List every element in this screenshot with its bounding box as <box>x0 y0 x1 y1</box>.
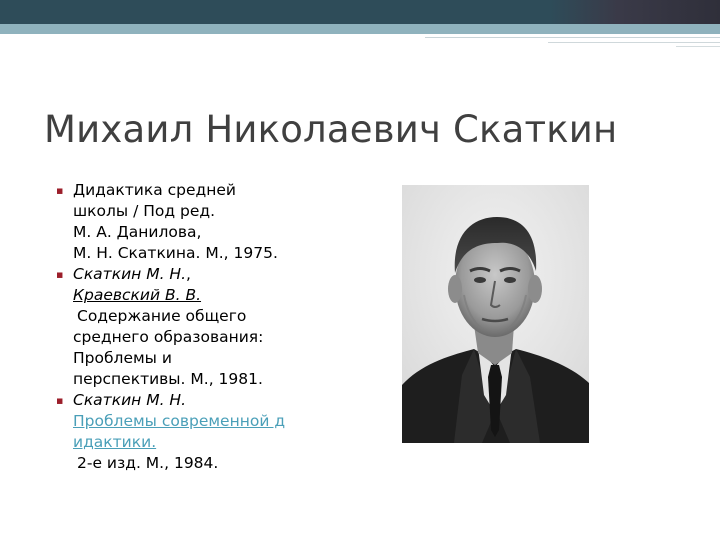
list-item-line: М. Н. Скаткина. М., 1975. <box>73 244 278 262</box>
list-item-line: Дидактика средней <box>73 181 237 199</box>
portrait-photo <box>402 185 589 443</box>
list-item-line: Проблемы и <box>73 349 172 367</box>
list-item-line: Содержание общего <box>77 307 247 325</box>
bullet-list <box>56 180 356 474</box>
author-name: Скаткин М. Н. <box>73 391 187 409</box>
author-name: Скаткин М. Н. <box>73 265 187 283</box>
top-bar-accent <box>550 0 720 24</box>
bullet-icon: ▪ <box>56 268 64 281</box>
coauthor-name[interactable]: Краевский В. В. <box>73 286 202 304</box>
book-link[interactable]: Проблемы современной д <box>73 412 286 430</box>
author-line <box>73 264 356 285</box>
list-item-line: М. А. Данилова, <box>73 223 202 241</box>
bullet-icon: ▪ <box>56 184 64 197</box>
portrait-image <box>402 185 589 443</box>
slide-title: Михаил Николаевич Скаткин <box>44 108 618 151</box>
list-item-line: школы / Под ред. <box>73 202 216 220</box>
list-item <box>56 180 356 264</box>
list-item-line: среднего образования: <box>73 328 264 346</box>
list-item-trail: 2-е изд. М., 1984. <box>77 454 219 472</box>
list-item <box>56 390 356 453</box>
list-item-line: перспективы. М., 1981. <box>73 370 263 388</box>
top-decorative-band <box>0 24 720 34</box>
list-item <box>56 264 356 390</box>
book-link[interactable]: идактики. <box>73 433 157 451</box>
decorative-rule <box>548 42 720 43</box>
coauthor-line <box>73 285 356 306</box>
decorative-rule <box>676 46 720 47</box>
author-separator: , <box>186 265 191 283</box>
bullet-icon: ▪ <box>56 394 64 407</box>
decorative-rule <box>425 37 720 38</box>
top-decorative-bar <box>0 0 720 24</box>
